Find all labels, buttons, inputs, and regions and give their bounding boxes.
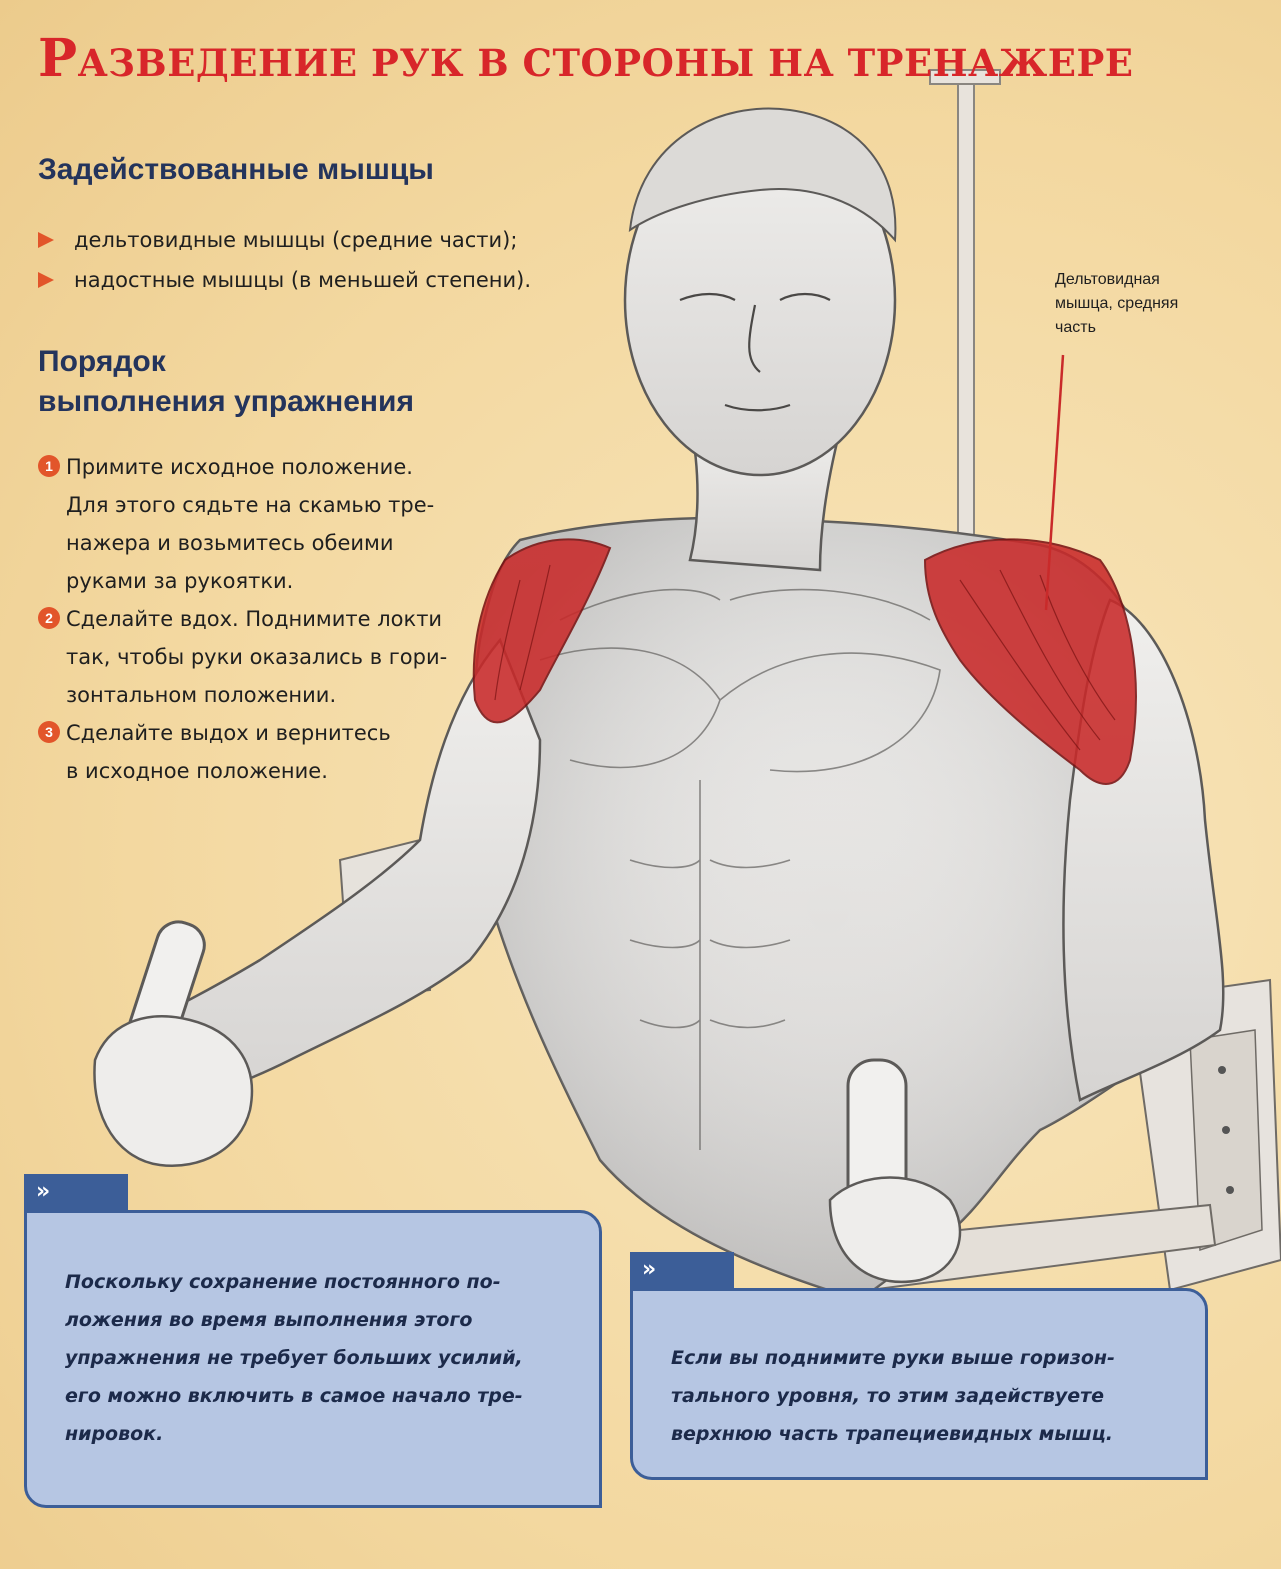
step-text: Примите исходное положение. Для этого сядьте на скамью тре- нажера и возьмитесь обеими руками за рукоятки.	[66, 455, 435, 593]
procedure-steps	[38, 448, 468, 790]
step-number-badge: 3	[38, 721, 60, 743]
machine-pole	[958, 78, 974, 548]
double-chevron-icon: »	[642, 1257, 657, 1282]
list-item-text: надостные мышцы (в меньшей степени).	[74, 268, 532, 292]
step-item	[38, 714, 468, 790]
step-item	[38, 600, 468, 714]
note-box	[24, 1210, 602, 1508]
list-item	[38, 220, 531, 260]
note-box	[630, 1288, 1208, 1480]
step-text: Сделайте вдох. Поднимите локти так, чтобы руки оказались в гори- зонтальном положении.	[66, 607, 448, 707]
note-tab	[630, 1252, 734, 1288]
step-number-badge: 1	[38, 455, 60, 477]
list-item	[38, 260, 531, 300]
muscles-heading: Задействованные мышцы	[38, 153, 434, 186]
step-text: Сделайте выдох и вернитесь в исходное положение.	[66, 721, 391, 783]
arrow-bullet-icon	[38, 232, 54, 248]
note-text: Поскольку сохранение постоянного по- ложения во время выполнения этого упражнения не требует больших усилий, его можно включить в самое начало тре- нировок.	[65, 1271, 523, 1445]
muscles-list	[38, 220, 531, 300]
double-chevron-icon: »	[36, 1179, 51, 1204]
note-text: Если вы поднимите руки выше горизон- тального уровня, то этим задействуете верхнюю часть трапециевидных мышц.	[671, 1347, 1115, 1445]
arrow-bullet-icon	[38, 272, 54, 288]
note-tab	[24, 1174, 128, 1210]
deltoid-callout-label: Дельтовидная мышца, средняя часть	[1055, 271, 1179, 336]
step-number-badge: 2	[38, 607, 60, 629]
left-hand	[94, 1016, 251, 1165]
procedure-heading: Порядок выполнения упражнения	[38, 345, 414, 418]
list-item-text: дельтовидные мышцы (средние части);	[74, 228, 518, 252]
page-title: РАЗВЕДЕНИЕ РУК В СТОРОНЫ НА ТРЕНАЖЕРЕ	[38, 28, 1134, 89]
step-item	[38, 448, 468, 600]
